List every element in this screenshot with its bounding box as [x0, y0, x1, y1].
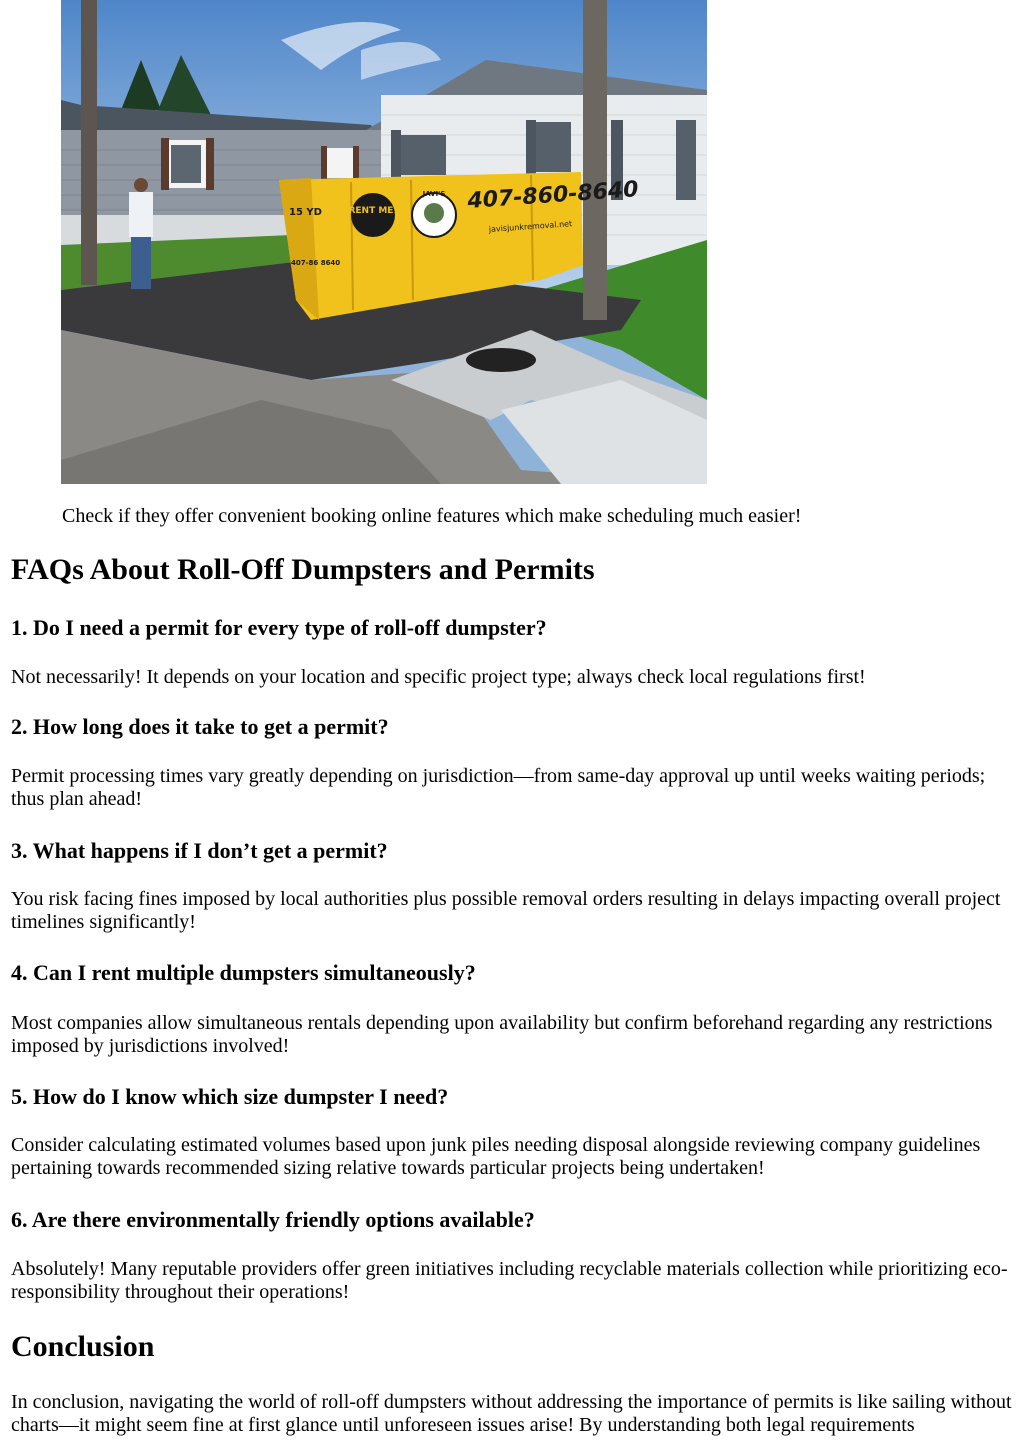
faq-question: 2. How long does it take to get a permit? [11, 714, 389, 739]
faq-answer: You risk facing fines imposed by local authorities plus possible removal orders resulting in delays impacting overall project timelines significantly! [11, 888, 1001, 933]
rent-me-badge: RENT ME! [348, 206, 398, 216]
faq-answer: Consider calculating estimated volumes based upon junk piles needing disposal alongside reviewing company guidelines pertaining towards recommended sizing relative towards particular projects being undertaken! [11, 1134, 981, 1179]
faq-answer: Not necessarily! It depends on your location and specific project type; always check local regulations first! [11, 666, 866, 688]
faq-question: 5. How do I know which size dumpster I need? [11, 1084, 449, 1109]
dumpster-phone: 407-860-8640 [466, 177, 640, 214]
dumpster-photo [61, 0, 707, 484]
faq-heading: FAQs About Roll-Off Dumpsters and Permits [11, 553, 595, 586]
faq-question: 6. Are there environmentally friendly options available? [11, 1207, 535, 1232]
photo-caption: Check if they offer convenient booking online features which make scheduling much easier! [62, 505, 802, 527]
faq-question: 3. What happens if I don’t get a permit? [11, 838, 388, 863]
conclusion-text: In conclusion, navigating the world of roll-off dumpsters without addressing the importance of permits is like sailing without charts—it might seem fine at first glance until unforeseen issues arise! By understanding both legal requirements [11, 1391, 1012, 1436]
faq-answer: Most companies allow simultaneous rentals depending upon availability but confirm beforehand regarding any restrictions imposed by jurisdictions involved! [11, 1012, 993, 1057]
faq-question: 4. Can I rent multiple dumpsters simultaneously? [11, 960, 476, 985]
faq-answer: Absolutely! Many reputable providers offer green initiatives including recyclable materials collection while prioritizing eco-responsibility throughout their operations! [11, 1258, 1008, 1303]
faq-answer: Permit processing times vary greatly depending on jurisdiction—from same-day approval up until weeks waiting periods; thus plan ahead! [11, 765, 986, 810]
dumpster-side-phone: 407-86 8640 [291, 259, 341, 267]
faq-question: 1. Do I need a permit for every type of roll-off dumpster? [11, 615, 547, 640]
dumpster-website: javisjunkremoval.net [488, 219, 573, 234]
brand-logo-text: JAVI'S [422, 190, 446, 198]
dumpster-size: 15 YD [289, 207, 322, 218]
conclusion-heading: Conclusion [11, 1330, 155, 1363]
